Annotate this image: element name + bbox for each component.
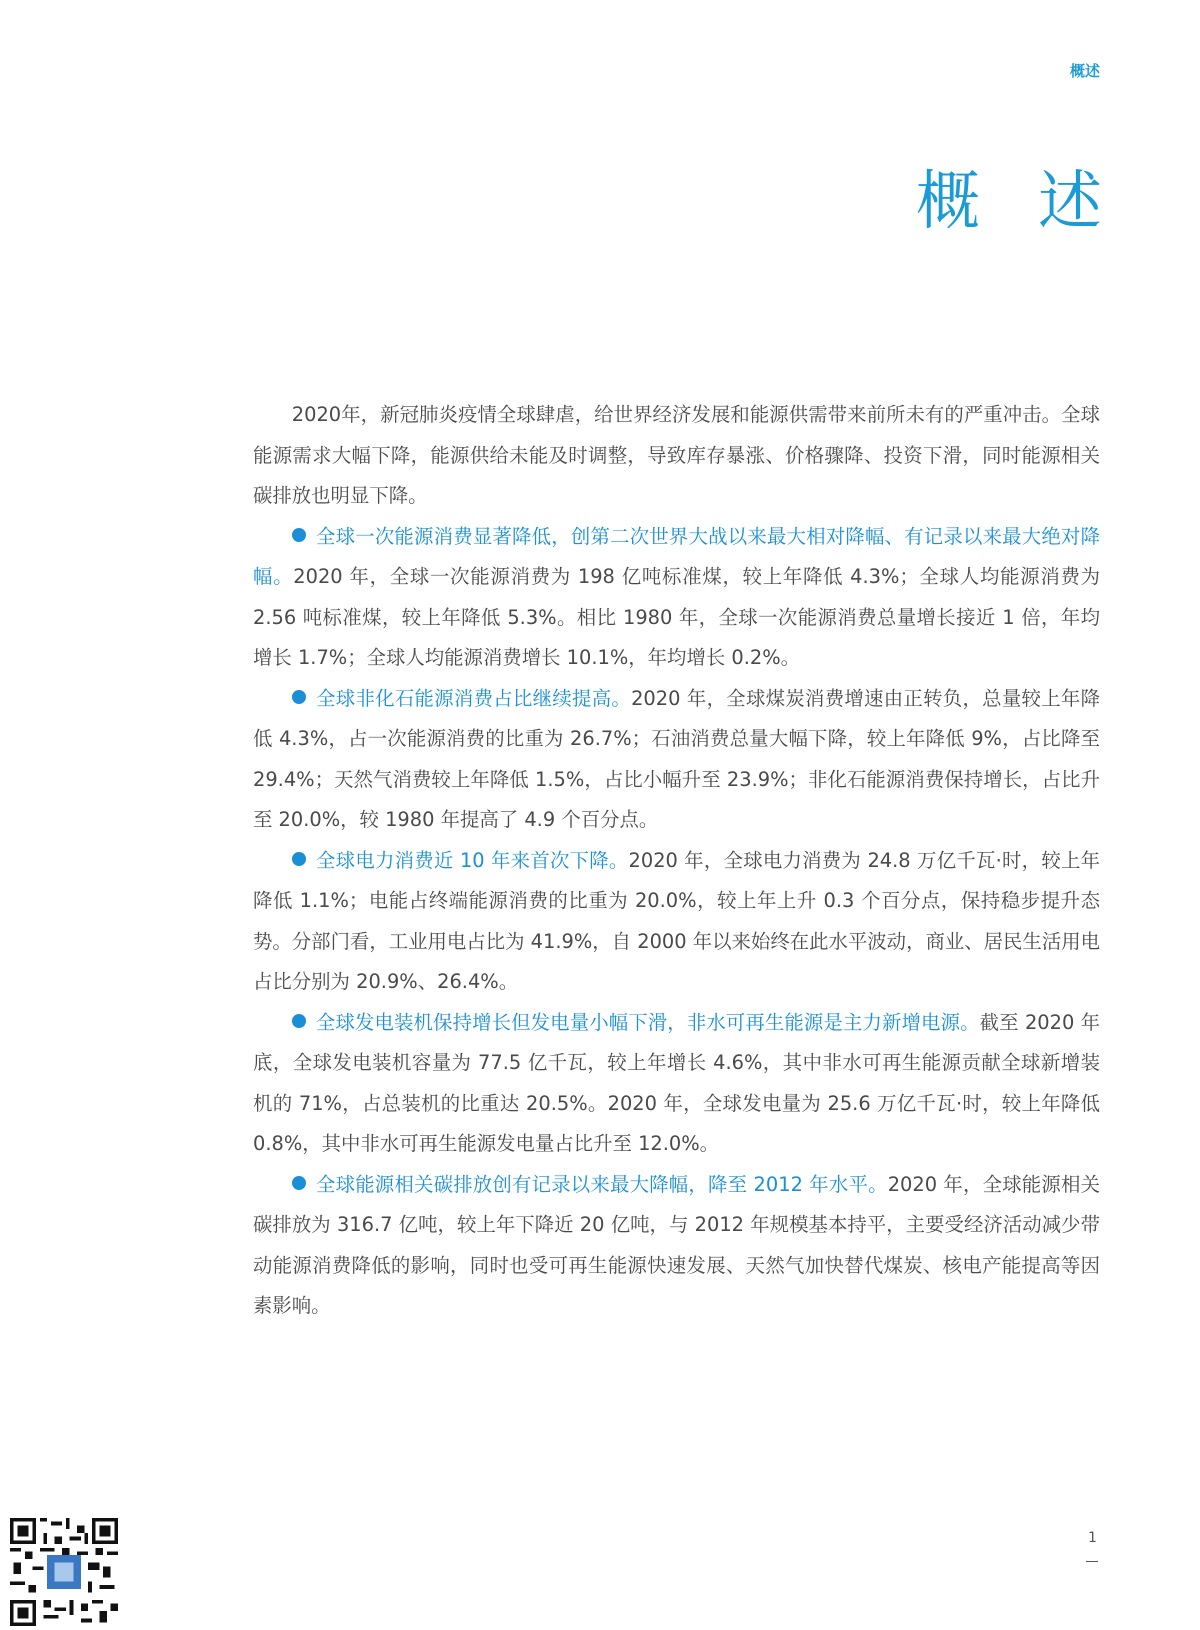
bullet-text: 2020 年，全球能源相关碳排放为 316.7 亿吨，较上年下降近 20 亿吨，与 2012 年规模基本持平，主要受经济活动减少带动能源消费降低的影响，同时也受可再生能源快速发展、天然气加快替代煤炭、核电产能提高等因素影响。: [253, 1172, 1100, 1317]
running-head: 概述: [1069, 62, 1100, 80]
bullet-text: 2020 年，全球一次能源消费为 198 亿吨标准煤，较上年降低 4.3%；全球人均能源消费为 2.56 吨标准煤，较上年降低 5.3%。相比 1980 年，全球一次能源消费总量增长接近 1 倍，年均增长 1.7%；全球人均能源消费增长 10.1%，年均增长 0.2%。: [253, 565, 1100, 669]
intro-paragraph: 2020年，新冠肺炎疫情全球肆虐，给世界经济发展和能源供需带来前所未有的严重冲击。全球能源需求大幅下降，能源供给未能及时调整，导致库存暴涨、价格骤降、投资下滑，同时能源相关碳排放也明显下降。: [253, 403, 1100, 507]
bullet-heading: 全球能源相关碳排放创有记录以来最大降幅，降至 2012 年水平。: [315, 1172, 888, 1196]
bullet-paragraph: [253, 1003, 1100, 1165]
bullet-text: 2020 年，全球煤炭消费增速由正转负，总量较上年降低 4.3%，占一次能源消费的比重为 26.7%；石油消费总量大幅下降，较上年降低 9%，占比降至 29.4%；天然气消费较上年降低 1.5%，占比小幅升至 23.9%；非化石能源消费保持增长，占比升至 20.0%，较 1980 年提高了 4.9 个百分点。: [253, 686, 1101, 831]
bullet-paragraph: [253, 679, 1100, 841]
page-number-underline: [1086, 1561, 1098, 1562]
bullet-icon: [292, 1014, 306, 1028]
bullet-heading: 全球一次能源消费显著降低，创第二次世界大战以来最大相对降幅、有记录以来最大绝对降幅。: [253, 524, 1100, 588]
bullet-paragraph: [253, 517, 1100, 679]
body-text: [253, 395, 1100, 1327]
title-char: 述: [1038, 165, 1160, 239]
bullet-text: 2020 年，全球电力消费为 24.8 万亿千瓦·时，较上年降低 1.1%；电能占终端能源消费的比重为 20.0%，较上年上升 0.3 个百分点，保持稳步提升态势。分部门看，工业用电占比为 41.9%，自 2000 年以来始终在此水平波动，商业、居民生活用电占比分别为 20.9%、26.4%。: [253, 848, 1100, 993]
bullet-icon: [292, 1176, 306, 1190]
page-number: 1: [1088, 1530, 1097, 1546]
qr-code-icon[interactable]: [10, 1518, 118, 1626]
title-char: 概: [916, 165, 1038, 239]
page-title: [916, 150, 1160, 242]
bullet-heading: 全球电力消费近 10 年来首次下降。: [315, 848, 629, 872]
bullet-paragraph: [253, 1165, 1100, 1327]
bullet-text: 截至 2020 年底，全球发电装机容量为 77.5 亿千瓦，较上年增长 4.6%，其中非水可再生能源贡献全球新增装机的 71%，占总装机的比重达 20.5%。2020 年，全球发电量为 25.6 万亿千瓦·时，较上年降低 0.8%，其中非水可再生能源发电量占比升至 12.0%。: [253, 1010, 1100, 1155]
bullet-icon: [292, 690, 306, 704]
bullet-heading: 全球非化石能源消费占比继续提高。: [315, 686, 632, 710]
bullet-heading: 全球发电装机保持增长但发电量小幅下滑，非水可再生能源是主力新增电源。: [315, 1010, 980, 1034]
bullet-paragraph: [253, 841, 1100, 1003]
bullet-icon: [292, 852, 306, 866]
bullet-icon: [292, 528, 306, 542]
